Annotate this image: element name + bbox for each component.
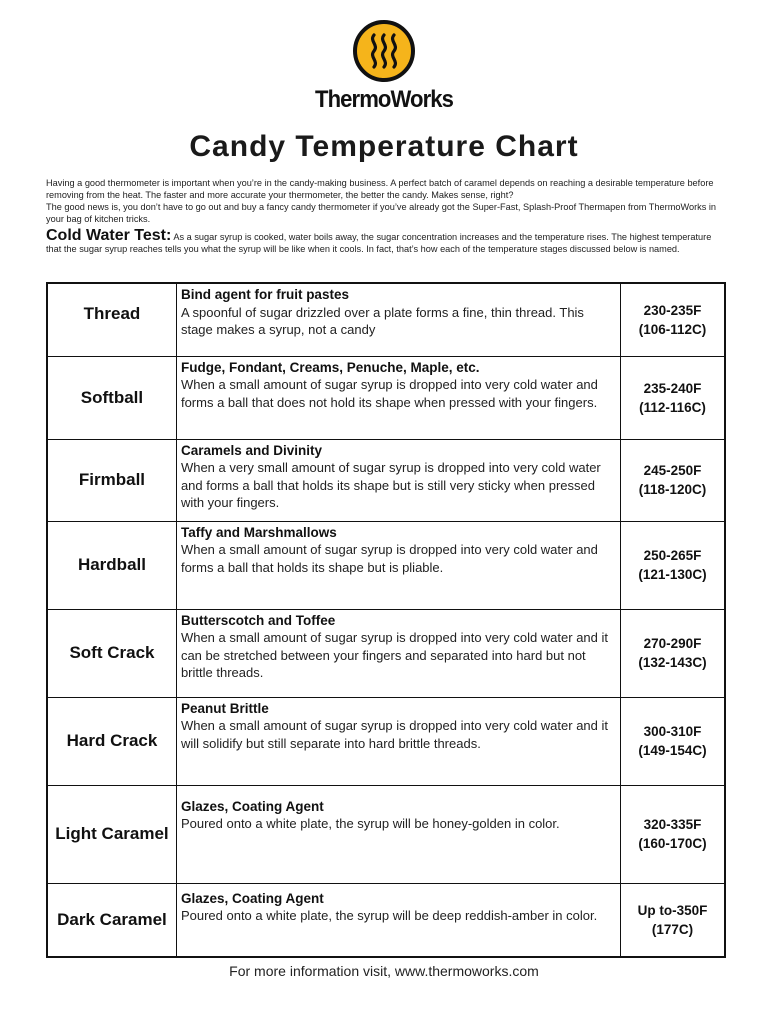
stage-use: Peanut Brittle bbox=[180, 700, 269, 716]
stage-description bbox=[176, 697, 620, 785]
table-row bbox=[47, 283, 725, 356]
stage-description bbox=[176, 785, 620, 883]
stage-name: Soft Crack bbox=[47, 609, 176, 697]
stage-use: Butterscotch and Toffee bbox=[180, 612, 336, 628]
heat-waves-icon bbox=[353, 20, 415, 82]
stage-temperature bbox=[621, 883, 725, 957]
stage-detail: When a small amount of sugar syrup is dropped into very cold water and forms a ball that holds its shape but is pliable. bbox=[180, 542, 598, 575]
intro-paragraph-1: Having a good thermometer is important when you’re in the candy-making business. A perfect batch of caramel depends on reaching a desirable temperature before removing from the heat. The faster and more accurate your thermometer, the better the candy. Makes sense, right? bbox=[46, 178, 714, 200]
temp-fahrenheit: 235-240F bbox=[643, 380, 702, 396]
stage-description bbox=[176, 883, 620, 957]
stage-detail: When a small amount of sugar syrup is dropped into very cold water and it will solidify but still separate into hard brittle threads. bbox=[180, 718, 608, 751]
table-row bbox=[47, 439, 725, 521]
intro-paragraph-2: The good news is, you don’t have to go out and buy a fancy candy thermometer if you’ve already got the Super-Fast, Splash-Proof Thermapen from ThermoWorks in your bag of kitchen tricks. bbox=[46, 202, 717, 224]
table-row bbox=[47, 356, 725, 439]
temp-celsius: (121-130C) bbox=[638, 567, 707, 582]
stage-detail: A spoonful of sugar drizzled over a plate forms a fine, thin thread. This stage makes a syrup, not a candy bbox=[180, 304, 584, 337]
brand-name: ThermoWorks bbox=[315, 86, 453, 113]
stage-description bbox=[176, 356, 620, 439]
temp-celsius: (112-116C) bbox=[639, 399, 706, 415]
stage-description bbox=[176, 521, 620, 609]
stage-use: Taffy and Marshmallows bbox=[180, 524, 337, 540]
stage-description bbox=[176, 609, 620, 697]
stage-name: Dark Caramel bbox=[47, 883, 176, 957]
stage-detail: When a small amount of sugar syrup is dropped into very cold water and it can be stretched between your fingers and separated into hard but not brittle threads. bbox=[180, 630, 608, 680]
temp-fahrenheit: 230-235F bbox=[643, 302, 702, 318]
table-row bbox=[47, 609, 725, 697]
intro-text bbox=[46, 177, 722, 225]
temp-celsius: (106-112C) bbox=[638, 321, 707, 337]
cold-water-test bbox=[46, 227, 722, 255]
brand-logo bbox=[0, 20, 768, 114]
page-title: Candy Temperature Chart bbox=[189, 130, 579, 163]
table-row bbox=[47, 785, 725, 883]
temp-fahrenheit: 270-290F bbox=[643, 636, 702, 651]
stage-temperature bbox=[621, 521, 725, 609]
temp-celsius: (149-154C) bbox=[638, 743, 707, 758]
footer-text: For more information visit, www.thermoworks.com bbox=[229, 963, 539, 979]
temp-fahrenheit: 300-310F bbox=[643, 724, 702, 739]
stage-use: Bind agent for fruit pastes bbox=[180, 287, 349, 302]
stage-use: Caramels and Divinity bbox=[180, 442, 323, 458]
temp-fahrenheit: 320-335F bbox=[643, 817, 702, 832]
stage-description bbox=[176, 283, 620, 356]
stage-name: Softball bbox=[47, 356, 176, 439]
stage-name: Hardball bbox=[47, 521, 176, 609]
temp-fahrenheit: 245-250F bbox=[643, 463, 702, 478]
temp-celsius: (177C) bbox=[651, 921, 694, 937]
cold-water-test-heading: Cold Water Test: bbox=[46, 227, 172, 244]
stage-temperature bbox=[621, 785, 725, 883]
stage-detail: Poured onto a white plate, the syrup will be deep reddish-amber in color. bbox=[180, 908, 598, 923]
temperature-table bbox=[46, 282, 726, 958]
stage-temperature bbox=[621, 439, 725, 521]
table-row bbox=[47, 883, 725, 957]
stage-temperature bbox=[621, 356, 725, 439]
stage-temperature bbox=[621, 609, 725, 697]
stage-use: Glazes, Coating Agent bbox=[180, 890, 324, 906]
stage-use: Fudge, Fondant, Creams, Penuche, Maple, etc. bbox=[180, 359, 480, 375]
stage-detail: When a very small amount of sugar syrup is dropped into very cold water and forms a ball that holds its shape but is still very sticky when pressed with your fingers. bbox=[180, 460, 601, 510]
stage-detail: When a small amount of sugar syrup is dropped into very cold water and forms a ball that does not hold its shape when pressed with your fingers. bbox=[180, 377, 598, 410]
stage-detail: Poured onto a white plate, the syrup will be honey-golden in color. bbox=[180, 816, 560, 831]
temp-celsius: (132-143C) bbox=[638, 655, 707, 670]
stage-temperature bbox=[621, 283, 725, 356]
stage-use: Glazes, Coating Agent bbox=[180, 798, 324, 814]
temp-celsius: (118-120C) bbox=[638, 482, 707, 497]
temp-fahrenheit: Up to-350F bbox=[637, 902, 708, 918]
cold-water-test-text: As a sugar syrup is cooked, water boils away, the sugar concentration increases and the temperature rises. The highest temperature that the sugar syrup reaches tells you what the syrup will be like when it cools. In fact, that’s how each of the temperature stages discussed below is named. bbox=[46, 232, 712, 254]
temp-fahrenheit: 250-265F bbox=[643, 548, 702, 563]
table-row bbox=[47, 697, 725, 785]
table-row bbox=[47, 521, 725, 609]
stage-name: Firmball bbox=[47, 439, 176, 521]
stage-description bbox=[176, 439, 620, 521]
stage-name: Thread bbox=[47, 283, 176, 356]
stage-temperature bbox=[621, 697, 725, 785]
stage-name: Hard Crack bbox=[47, 697, 176, 785]
stage-name: Light Caramel bbox=[47, 785, 176, 883]
temp-celsius: (160-170C) bbox=[638, 836, 707, 851]
